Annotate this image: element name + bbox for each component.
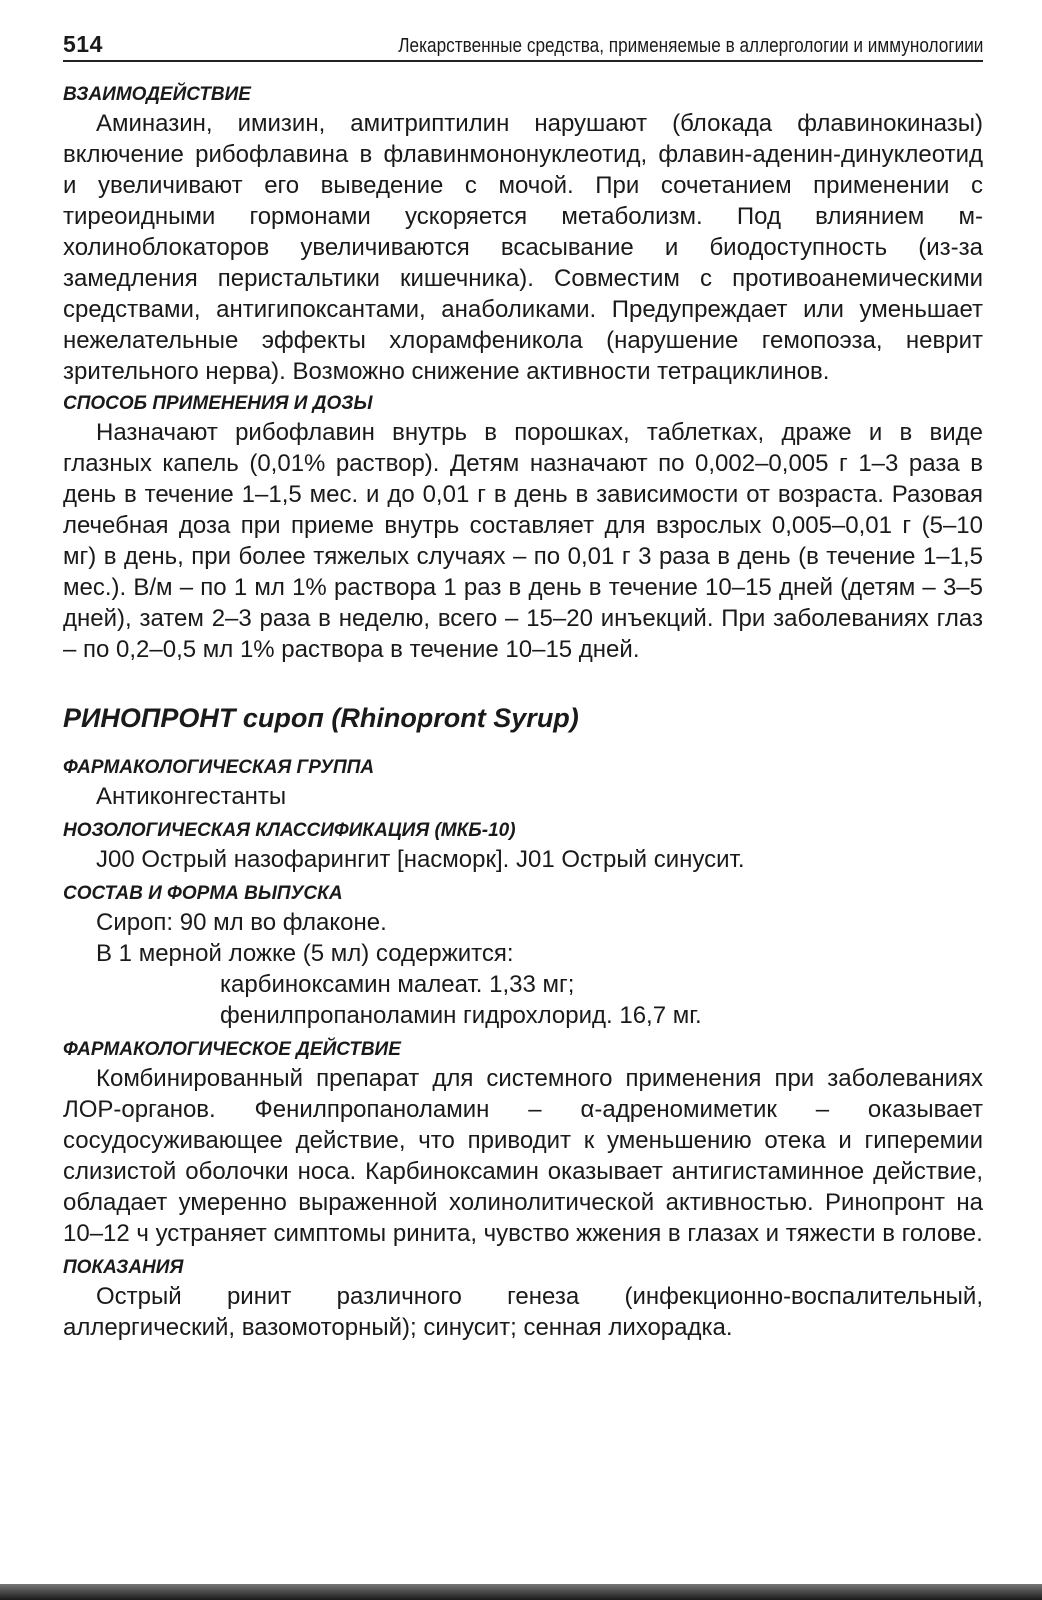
drug-title: РИНОПРОНТ сироп (Rhinopront Syrup) xyxy=(63,703,579,733)
action-section xyxy=(63,1037,983,1249)
scan-bottom-edge xyxy=(0,1584,1042,1600)
nosology-text: J00 Острый назофарингит [насморк]. J01 Острый синусит. xyxy=(96,846,745,873)
dosage-heading: СПОСОБ ПРИМЕНЕНИЯ И ДОЗЫ xyxy=(63,393,373,414)
book-page xyxy=(63,30,983,1343)
action-heading: ФАРМАКОЛОГИЧЕСКОЕ ДЕЙСТВИЕ xyxy=(63,1039,401,1060)
indications-section xyxy=(63,1255,983,1343)
running-head xyxy=(63,30,983,62)
nosology-heading: НОЗОЛОГИЧЕСКАЯ КЛАССИФИКАЦИЯ (МКБ-10) xyxy=(63,820,516,841)
page-number: 514 xyxy=(63,31,103,57)
pharm-group-section xyxy=(63,755,983,812)
ingredient-carbinoxamine: карбиноксамин малеат. 1,33 мг; xyxy=(220,971,575,998)
composition-heading: СОСТАВ И ФОРМА ВЫПУСКА xyxy=(63,883,343,904)
pharm-group-heading: ФАРМАКОЛОГИЧЕСКАЯ ГРУППА xyxy=(63,757,375,778)
running-title: Лекарственные средства, применяемые в аллергологии и иммунологиии xyxy=(397,35,983,57)
interaction-text: Аминазин, имизин, амитриптилин нарушают (блокада флавинокиназы) включение рибофлавина в флавинмононуклеотид, флавин-аденин-динуклеотид и увеличивают его выведение с мочой. При сочетанием применении с тиреоидными гормонами ускоряется метаболизм. Под влиянием м-холиноблокаторов увеличиваются всасывание и биодоступность (из-за замедления перистальтики кишечника). Совместим с противоанемическими средствами, антигипоксантами, анаболиками. Предупреждает или уменьшает нежелательные эффекты хлорамфеникола (нарушение гемопоэза, неврит зрительного нерва). Возможно снижение активности тетрациклинов. xyxy=(63,110,983,385)
indications-text: Острый ринит различного генеза (инфекционно-воспалительный, аллергический, вазомоторный); синусит; сенная лихорадка. xyxy=(63,1283,983,1341)
composition-form-line: Сироп: 90 мл во флаконе. xyxy=(96,909,387,936)
indications-heading: ПОКАЗАНИЯ xyxy=(63,1257,184,1278)
ingredient-phenylpropanolamine: фенилпропаноламин гидрохлорид. 16,7 мг. xyxy=(220,1002,702,1029)
interaction-section xyxy=(63,82,983,387)
interaction-heading: ВЗАИМОДЕЙСТВИЕ xyxy=(63,84,251,105)
pharm-group-text: Антиконгестанты xyxy=(96,783,287,810)
dosage-section xyxy=(63,391,983,665)
composition-dose-line: В 1 мерной ложке (5 мл) содержится: xyxy=(96,940,514,967)
composition-section xyxy=(63,881,983,1031)
dosage-text: Назначают рибофлавин внутрь в порошках, таблетках, драже и в виде глазных капель (0,01% раствор). Детям назначают по 0,002–0,005 г 1–3 раза в день в течение 1–1,5 мес. и до 0,01 г в день в зависимости от возраста. Разовая лечебная доза при приеме внутрь составляет для взрослых 0,005–0,01 г (5–10 мг) в день, при более тяжелых случаях – по 0,01 г 3 раза в день (в течение 1–1,5 мес.). В/м – по 1 мл 1% раствора 1 раз в день в течение 10–15 дней (детям – 3–5 дней), затем 2–3 раза в неделю, всего – 15–20 инъекций. При заболеваниях глаз – по 0,2–0,5 мл 1% раствора в течение 10–15 дней. xyxy=(63,419,983,663)
nosology-section xyxy=(63,818,983,875)
action-text: Комбинированный препарат для системного применения при заболеваниях ЛОР-органов. Фенилпропаноламин – α-адреномиметик – оказывает сосудосуживающее действие, что приводит к уменьшению отека и гиперемии слизистой оболочки носа. Карбиноксамин оказывает антигистаминное действие, обладает умеренно выраженной холинолитической активностью. Ринопронт на 10–12 ч устраняет симптомы ринита, чувство жжения в глазах и тяжести в голове. xyxy=(63,1065,983,1247)
